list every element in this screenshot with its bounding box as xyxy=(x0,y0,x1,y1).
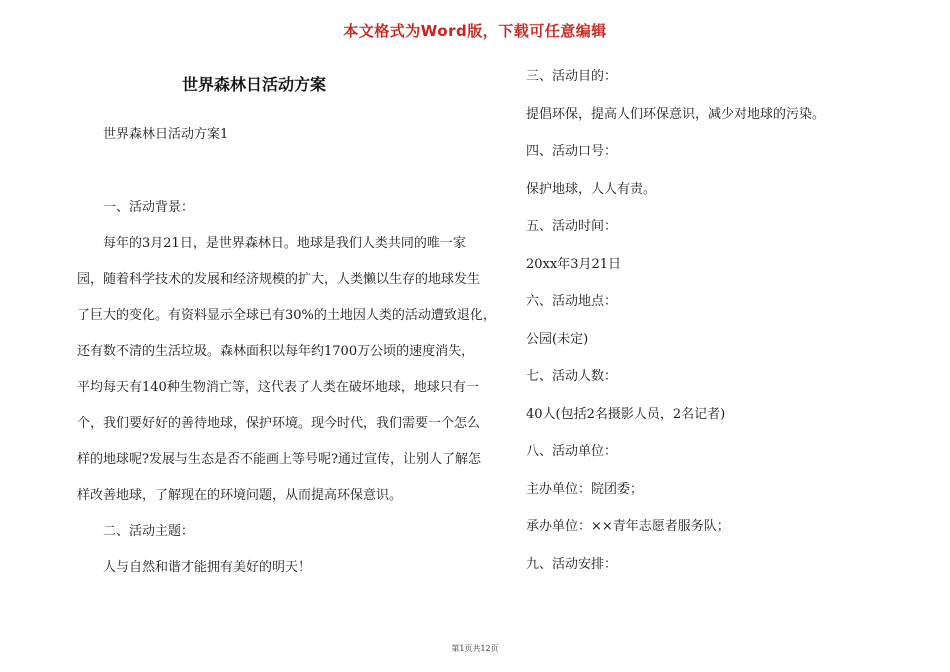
section-heading-organizers: 八、活动单位： xyxy=(526,444,618,459)
right-column xyxy=(526,58,906,583)
paragraph-line: 每年的3月21日，是世界森林日。地球是我们人类共同的唯一家 xyxy=(103,236,466,251)
time-text: 20xx年3月21日 xyxy=(526,256,622,272)
section-heading-background: 一、活动背景： xyxy=(103,200,195,215)
slogan-text: 保护地球，人人有责。 xyxy=(526,181,657,197)
page-number-footer: 第1页共12页 xyxy=(451,644,499,653)
paragraph-line: 还有数不清的生活垃圾。森林面积以每年约1700万公顷的速度消失， xyxy=(77,344,475,359)
section-heading-theme: 二、活动主题： xyxy=(103,524,195,539)
co-organizer-text: 承办单位：××青年志愿者服务队； xyxy=(526,519,730,534)
left-column xyxy=(77,190,496,586)
host-organizer-text: 主办单位：院团委； xyxy=(526,481,644,497)
section-heading-purpose: 三、活动目的： xyxy=(526,69,618,84)
purpose-text: 提倡环保，提高人们环保意识，减少对地球的污染。 xyxy=(526,106,826,122)
paragraph-line: 样改善地球，了解现在的环境问题，从而提高环保意识。 xyxy=(77,488,403,503)
section-heading-time: 五、活动时间： xyxy=(526,219,618,234)
paragraph-line: 平均每天有140种生物消亡等，这代表了人类在破坏地球，地球只有一 xyxy=(77,380,479,395)
section-heading-slogan: 四、活动口号： xyxy=(526,144,618,159)
paragraph-line: 个，我们要好好的善待地球，保护环境。现今时代，我们需要一个怎么 xyxy=(77,416,481,431)
document-title: 世界森林日活动方案 xyxy=(182,75,327,94)
paragraph-line: 园，随着科学技术的发展和经济规模的扩大，人类懒以生存的地球发生 xyxy=(77,272,481,287)
location-text: 公园(未定) xyxy=(526,331,589,347)
word-format-banner: 本文格式为Word版，下载可任意编辑 xyxy=(343,22,607,40)
participants-text: 40人(包括2名摄影人员，2名记者) xyxy=(526,406,726,422)
section-heading-location: 六、活动地点： xyxy=(526,294,618,309)
theme-text: 人与自然和谐才能拥有美好的明天！ xyxy=(103,560,312,575)
section-heading-schedule: 九、活动安排： xyxy=(526,556,618,572)
section-heading-participants: 七、活动人数： xyxy=(526,369,618,384)
paragraph-line: 样的地球呢?发展与生态是否不能画上等号呢?通过宣传，让别人了解怎 xyxy=(77,452,481,467)
document-subtitle: 世界森林日活动方案1 xyxy=(103,127,229,142)
paragraph-line: 了巨大的变化。有资料显示全球已有30%的土地因人类的活动遭致退化， xyxy=(77,308,496,323)
